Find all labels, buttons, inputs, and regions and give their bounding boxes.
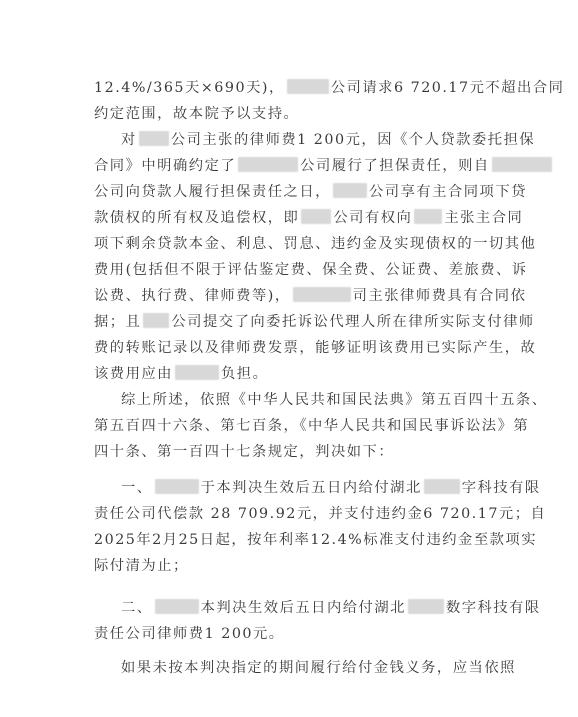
text-segment: 第五百四十六条、第七百条，《中华人民共和国民事诉讼法》第 — [94, 418, 530, 434]
redaction-mask — [492, 157, 552, 172]
text-line — [94, 530, 537, 550]
text-line — [94, 260, 528, 280]
text-segment: 责任公司代偿款 28 709.92元，并支付违约金6 720.17元；自 — [94, 506, 547, 522]
text-segment: 合同》中明确约定了 — [94, 158, 237, 174]
text-segment: 际付清为止； — [94, 558, 189, 574]
text-segment: 司主张律师费具有合同依 — [352, 288, 527, 304]
text-segment: 字科技有限 — [461, 480, 541, 496]
text-segment: 主张主合同 — [444, 210, 524, 226]
text-segment: 公司请求6 720.17元不超出合同 — [330, 80, 565, 96]
text-line — [94, 78, 564, 98]
text-segment: 12.4%/365天×690天)， — [94, 80, 285, 96]
text-line — [94, 182, 527, 202]
text-segment: 如果未按本判决指定的期间履行给付金钱义务，应当依照 — [121, 660, 516, 676]
text-line — [94, 504, 546, 524]
text-segment: 公司享有主合同项下贷 — [368, 184, 527, 200]
text-segment: 于本判决生效后五日内给付湖北 — [200, 480, 422, 496]
text-segment: 负担。 — [220, 366, 269, 382]
text-segment: 费的转账记录以及律师费发票，能够证明该费用已实际产生，故 — [94, 340, 537, 356]
text-segment: 一、 — [121, 480, 153, 496]
text-line — [94, 156, 554, 176]
text-segment: 公司履行了担保责任，则自 — [300, 158, 490, 174]
text-line — [94, 364, 268, 384]
text-line — [94, 442, 394, 462]
text-line — [94, 208, 523, 228]
text-segment: 约定范围，故本院予以支持。 — [94, 106, 300, 122]
redaction-mask — [293, 287, 351, 302]
text-line — [94, 338, 536, 358]
text-line — [94, 234, 536, 254]
text-line — [94, 286, 526, 306]
redaction-mask — [333, 183, 367, 198]
redaction-mask — [238, 157, 298, 172]
text-segment: 数字科技有限 — [445, 600, 541, 616]
text-segment: 款债权的所有权及追偿权，即 — [94, 210, 300, 226]
text-segment: 对 — [121, 132, 137, 148]
redaction-mask — [155, 479, 199, 494]
text-segment: 公司向贷款人履行担保责任之日， — [94, 184, 331, 200]
text-segment: 该费用应由 — [94, 366, 173, 382]
redaction-mask — [175, 365, 219, 380]
redaction-mask — [139, 131, 169, 146]
redaction-mask — [301, 209, 331, 224]
text-segment: 据；且 — [94, 314, 142, 330]
redaction-mask — [155, 599, 199, 614]
text-line — [121, 130, 535, 150]
text-segment: 费用(包括但不限于评估鉴定费、保全费、公证费、差旅费、诉 — [94, 262, 528, 278]
text-line — [121, 658, 516, 678]
redaction-mask — [408, 599, 444, 614]
redaction-mask — [414, 209, 442, 224]
redaction-mask — [143, 313, 169, 328]
redaction-mask — [287, 79, 329, 94]
text-segment: 二、 — [121, 600, 153, 616]
text-segment: 公司主张的律师费1 200元，因《个人贷款委托担保 — [170, 132, 536, 148]
text-segment: 2025年2月25日起，按年利率12.4%标准支付违约金至款项实 — [94, 532, 538, 548]
text-line — [94, 556, 189, 576]
text-line — [94, 624, 285, 644]
text-line — [94, 312, 535, 332]
text-segment: 综上所述，依照《中华人民共和国民法典》第五百四十五条、 — [121, 392, 548, 408]
text-line — [94, 416, 529, 436]
text-line — [121, 478, 541, 498]
text-segment: 责任公司律师费1 200元。 — [94, 626, 285, 642]
text-segment: 讼费、执行费、律师费等)， — [94, 288, 291, 304]
text-line — [121, 598, 541, 618]
text-segment: 四十条、第一百四十七条规定，判决如下： — [94, 444, 395, 460]
text-segment: 本判决生效后五日内给付湖北 — [200, 600, 406, 616]
text-segment: 公司提交了向委托诉讼代理人所在律所实际支付律师 — [171, 314, 535, 330]
text-segment: 项下剩余贷款本金、利息、罚息、违约金及实现债权的一切其他 — [94, 236, 537, 252]
text-line — [121, 390, 548, 410]
redaction-mask — [424, 479, 460, 494]
text-line — [94, 104, 299, 124]
text-segment: 公司有权向 — [333, 210, 413, 226]
